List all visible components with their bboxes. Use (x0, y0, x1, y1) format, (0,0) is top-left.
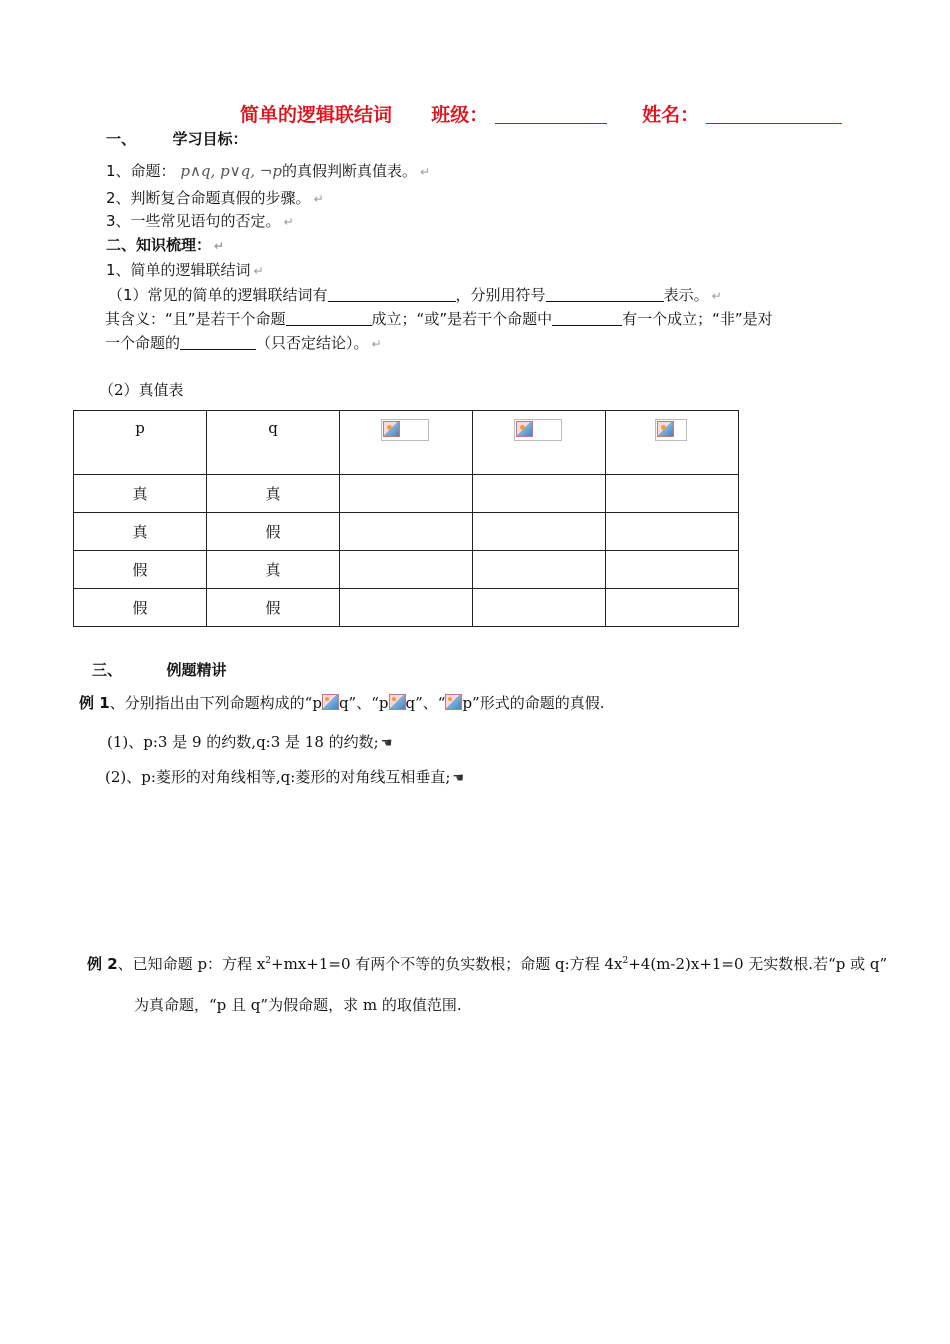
missing-image-icon (445, 694, 462, 710)
section3-number: 三、 (92, 661, 123, 679)
example1-text-b: q”、“p (338, 694, 389, 712)
table-row (74, 513, 739, 551)
header-cell-q: q (207, 411, 340, 475)
table-cell: 真 (74, 513, 207, 551)
header-cell-p: p (74, 411, 207, 475)
return-mark-icon: ↵ (371, 337, 382, 351)
return-mark-icon: ↵ (283, 215, 294, 229)
page-title (240, 100, 842, 127)
meaning-text-c: 有一个成立；“非”是对 (622, 310, 773, 328)
title-text: 简单的逻辑联结词 (240, 104, 393, 126)
example2-text-a: 、已知命题 p：方程 x (117, 955, 266, 973)
table-cell: 假 (207, 513, 340, 551)
goal-num: 1、 (106, 162, 131, 180)
question-connectives (108, 284, 722, 305)
goal-text: 一些常见语句的否定。 (130, 212, 281, 230)
table-cell: 真 (74, 475, 207, 513)
example2-label: 例 2 (87, 955, 118, 973)
answer-cell[interactable] (606, 551, 739, 589)
answer-cell[interactable] (473, 475, 606, 513)
goal-num: 2、 (106, 189, 131, 207)
q1-text-a: （1）常见的简单的逻辑联结词有 (108, 286, 328, 304)
table-cell: 假 (207, 589, 340, 627)
goal-item-3 (106, 210, 294, 231)
section3-title: 例题精讲 (166, 661, 227, 679)
class-blank[interactable] (495, 105, 607, 124)
meaning-text-e: （只否定结论）。 (256, 334, 369, 352)
example1-item-1 (107, 731, 392, 752)
missing-image-icon (389, 694, 406, 710)
truth-table-caption (99, 379, 184, 400)
example2-text-c: +4(m-2)x+1=0 无实数根.若“p 或 q” (628, 955, 888, 973)
example1-label: 例 1 (79, 694, 110, 712)
pointing-hand-icon: ☚ (380, 736, 393, 751)
header-cell-or (473, 411, 606, 475)
table-cell: 真 (207, 475, 340, 513)
q1-text-c: 表示。 (663, 286, 709, 304)
example1-text-d: p”形式的命题的真假. (462, 694, 605, 712)
example2-prompt (87, 953, 887, 974)
answer-cell[interactable] (340, 513, 473, 551)
answer-cell[interactable] (340, 475, 473, 513)
truth-table (73, 410, 739, 627)
table-row (74, 589, 739, 627)
example2-line-2 (134, 994, 462, 1015)
superscript: 2 (622, 956, 629, 966)
return-mark-icon: ↵ (214, 239, 225, 253)
connectives-blank[interactable] (328, 285, 456, 302)
header-cell-and (340, 411, 473, 475)
class-label: 班级： (431, 104, 489, 126)
meaning-text-d: 一个命题的 (105, 334, 181, 352)
section2-title: 二、知识梳理： (106, 236, 212, 254)
name-blank[interactable] (706, 105, 842, 124)
formula: p∧q, p∨q, ¬p (180, 162, 282, 180)
meaning-line-2 (105, 332, 382, 353)
example1-text-c: q”、“ (405, 694, 446, 712)
goal-item-2 (106, 187, 324, 208)
superscript: 2 (265, 956, 272, 966)
symbols-blank[interactable] (546, 285, 664, 302)
subheading-text: 1、简单的逻辑联结词 (106, 261, 251, 279)
answer-cell[interactable] (473, 513, 606, 551)
table-row (74, 551, 739, 589)
table-cell: 假 (74, 551, 207, 589)
return-mark-icon: ↵ (253, 264, 264, 278)
name-label: 姓名： (642, 104, 700, 126)
answer-cell[interactable] (473, 589, 606, 627)
and-blank[interactable] (286, 309, 372, 326)
example1-prompt (79, 692, 605, 713)
answer-cell[interactable] (473, 551, 606, 589)
answer-cell[interactable] (606, 513, 739, 551)
section1-title: 学习目标： (172, 130, 248, 148)
table-cell: 真 (207, 551, 340, 589)
return-mark-icon: ↵ (711, 289, 722, 303)
goal-item-1 (106, 160, 430, 181)
header-cell-not (606, 411, 739, 475)
goal-text: 的真假判断真值表。 (281, 162, 417, 180)
missing-image-icon (514, 419, 562, 441)
subheading-connectives (106, 259, 264, 280)
section3-heading (92, 659, 227, 680)
example1-item-2 (105, 766, 464, 787)
section2-heading (106, 234, 224, 255)
goal-label: 命题： (130, 162, 176, 180)
truth-table-caption-text: （2）真值表 (99, 381, 184, 399)
section1-number: 一、 (106, 130, 137, 148)
answer-cell[interactable] (340, 589, 473, 627)
goal-text: 判断复合命题真假的步骤。 (130, 189, 311, 207)
example1-text-a: 、分别指出由下列命题构成的“p (109, 694, 322, 712)
missing-image-icon (322, 694, 339, 710)
table-cell: 假 (74, 589, 207, 627)
meaning-line-1 (105, 308, 773, 329)
return-mark-icon: ↵ (419, 165, 431, 179)
example1-item-text: (2)、p:菱形的对角线相等,q:菱形的对角线互相垂直; (105, 768, 451, 786)
example2-text-line2: 为真命题，“p 且 q”为假命题，求 m 的取值范围. (134, 996, 462, 1014)
q1-text-b: ，分别用符号 (455, 286, 546, 304)
answer-cell[interactable] (606, 475, 739, 513)
goal-num: 3、 (106, 212, 131, 230)
meaning-text-b: 成立；“或”是若干个命题中 (371, 310, 553, 328)
or-blank[interactable] (552, 309, 622, 326)
not-blank[interactable] (180, 333, 256, 350)
missing-image-icon (381, 419, 429, 441)
section1-heading (106, 128, 248, 149)
example2-text-b: +mx+1=0 有两个不等的负实数根；命题 q:方程 4x (271, 955, 623, 973)
truth-table-header (74, 411, 739, 475)
return-mark-icon: ↵ (313, 192, 324, 206)
missing-image-icon (655, 419, 687, 441)
pointing-hand-icon: ☚ (452, 771, 465, 786)
answer-cell[interactable] (340, 551, 473, 589)
answer-cell[interactable] (606, 589, 739, 627)
meaning-text-a: 其含义：“且”是若干个命题 (105, 310, 286, 328)
example1-item-text: (1)、p:3 是 9 的约数,q:3 是 18 的约数; (107, 733, 379, 751)
table-row (74, 475, 739, 513)
